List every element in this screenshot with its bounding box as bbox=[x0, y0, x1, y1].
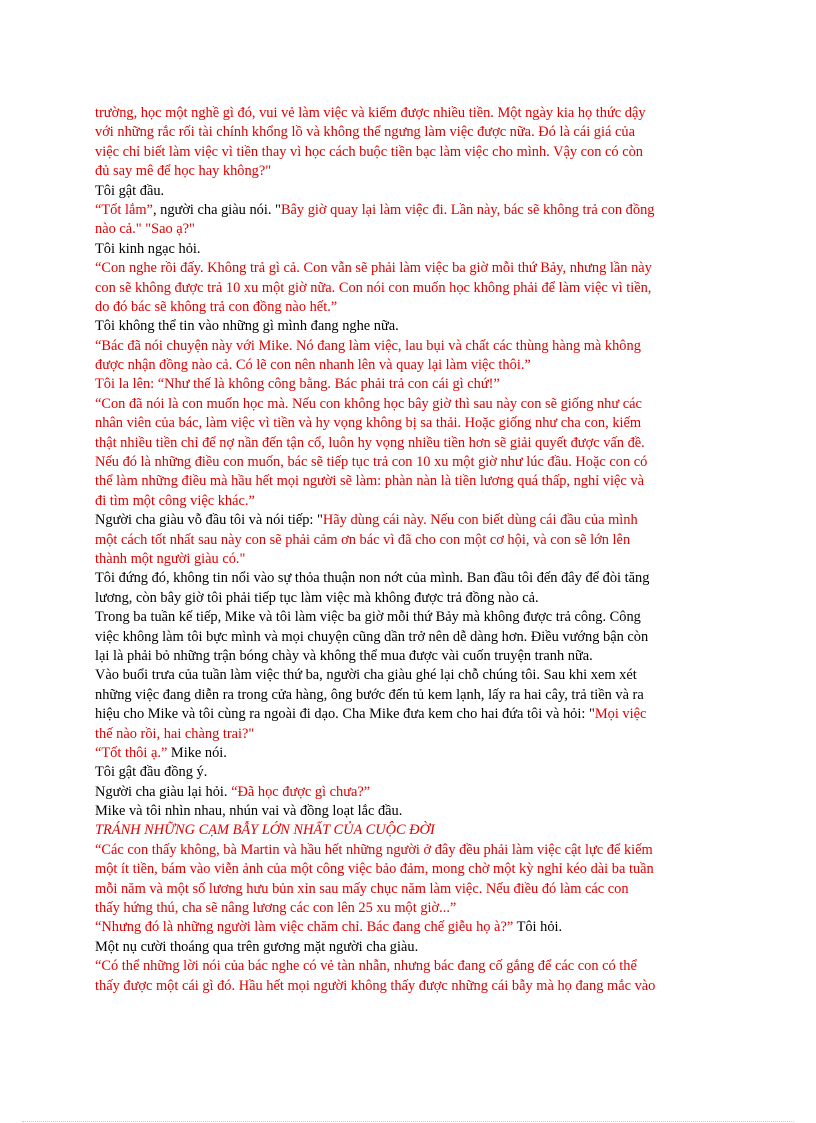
text-segment: một cách tốt nhất sau này con sẽ phải cảm ơn bác vì đã cho con một cơ hội, và con sẽ lớn lên bbox=[95, 531, 631, 548]
text-segment: một ít tiền, bám vào viễn ảnh của một công việc bảo đảm, mong chờ một kỳ nghỉ kéo dài ba tuần bbox=[95, 861, 654, 878]
text-line bbox=[95, 123, 720, 142]
text-segment: được nhận đồng nào cả. Có lẽ con nên nhanh lên và quay lại làm việc thôi.” bbox=[95, 357, 531, 374]
text-line bbox=[95, 317, 720, 336]
text-segment: , người cha giàu nói. " bbox=[152, 201, 281, 218]
text-segment: thấy được một cái gì đó. Hầu hết mọi người không thấy được những cái bẫy mà họ đang mắc vào bbox=[95, 977, 656, 994]
text-line bbox=[95, 279, 720, 298]
text-line bbox=[95, 298, 720, 317]
text-segment: “Con nghe rồi đấy. Không trả gì cả. Con vẫn sẽ phải làm việc ba giờ mỗi thứ Bảy, nhưng lần này bbox=[95, 260, 652, 277]
text-segment: Tôi la lên: “Như thế là không công bằng. Bác phải trả con cái gì chứ!” bbox=[95, 376, 500, 393]
document-body bbox=[95, 104, 720, 996]
text-segment: thấy hứng thú, cha sẽ nâng lương các con lên 25 xu một giờ...” bbox=[95, 900, 457, 917]
text-segment: nào cả." "Sao ạ?" bbox=[95, 221, 195, 238]
section-heading: TRÁNH NHỮNG CẠM BẪY LỚN NHẤT CỦA CUỘC ĐỜI bbox=[95, 822, 435, 839]
text-line bbox=[95, 414, 720, 433]
text-segment: “Bác đã nói chuyện này với Mike. Nó đang làm việc, lau bụi và chất các thùng hàng mà không bbox=[95, 337, 641, 354]
text-line bbox=[95, 201, 720, 220]
text-segment: Mọi việc bbox=[594, 706, 647, 723]
text-line bbox=[95, 705, 720, 724]
text-segment: Trong ba tuần kế tiếp, Mike và tôi làm việc ba giờ mỗi thứ Bảy mà không được trả công. Công bbox=[95, 609, 641, 626]
text-line bbox=[95, 143, 720, 162]
text-line bbox=[95, 589, 720, 608]
text-segment: “Nhưng đó là những người làm việc chăm chỉ. Bác đang chế giễu họ à?” bbox=[95, 919, 517, 936]
text-line bbox=[95, 453, 720, 472]
text-line bbox=[95, 569, 720, 588]
text-line bbox=[95, 686, 720, 705]
text-line bbox=[95, 783, 720, 802]
text-line bbox=[95, 977, 720, 996]
text-line bbox=[95, 356, 720, 375]
text-segment: việc chỉ biết làm việc vì tiền thay vì học cách buộc tiền bạc làm việc cho mình. Vậy con có còn bbox=[95, 143, 643, 160]
text-line bbox=[95, 802, 720, 821]
text-line bbox=[95, 860, 720, 879]
text-segment: “Tốt lắm” bbox=[95, 201, 153, 218]
text-line bbox=[95, 744, 720, 763]
text-line bbox=[95, 531, 720, 550]
text-segment: đủ say mê để học hay không?" bbox=[95, 163, 272, 180]
text-segment: Nếu đó là những điều con muốn, bác sẽ tiếp tục trả con 10 xu một giờ như lúc đầu. Hoặc con có bbox=[95, 454, 648, 471]
text-line bbox=[95, 725, 720, 744]
text-line bbox=[95, 666, 720, 685]
text-line bbox=[95, 472, 720, 491]
text-segment: Người cha giàu lại hỏi. bbox=[95, 783, 232, 800]
text-line bbox=[95, 104, 720, 123]
text-line bbox=[95, 434, 720, 453]
text-segment: nhân viên của bác, làm việc vì tiền và hy vọng không bị sa thải. Hoặc giống như cha con, kiếm bbox=[95, 415, 642, 432]
text-segment: thật nhiều tiền chỉ để nợ nần đến tận cổ, luôn hy vọng nhiều tiền hơn sẽ giải quyết được vấn đề. bbox=[95, 434, 645, 451]
text-segment: lương, còn bây giờ tôi phải tiếp tục làm việc mà không được trả đồng nào cả. bbox=[95, 589, 539, 606]
text-line bbox=[95, 821, 720, 840]
text-segment: “Con đã nói là con muốn học mà. Nếu con không học bây giờ thì sau này con sẽ giống như các bbox=[95, 395, 642, 412]
text-segment: Mike và tôi nhìn nhau, nhún vai và đồng loạt lắc đầu. bbox=[95, 803, 403, 820]
text-line bbox=[95, 647, 720, 666]
text-segment: mỗi năm và một số lương hưu bủn xỉn sau mấy chục năm làm việc. Nếu điều đó làm các con bbox=[95, 880, 629, 897]
text-line bbox=[95, 938, 720, 957]
text-segment: Tôi gật đầu. bbox=[95, 182, 165, 199]
text-line bbox=[95, 220, 720, 239]
text-segment: trường, học một nghề gì đó, vui vẻ làm việc và kiếm được nhiều tiền. Một ngày kia họ thức dậy bbox=[95, 105, 646, 121]
text-line bbox=[95, 918, 720, 937]
text-segment: việc không làm tôi bực mình và mọi chuyện cũng dần trở nên dễ dàng hơn. Điều vướng bận còn bbox=[95, 628, 649, 645]
text-segment: Bây giờ quay lại làm việc đi. Lần này, bác sẽ không trả con đồng bbox=[280, 201, 655, 218]
text-line bbox=[95, 608, 720, 627]
text-segment: Tôi kinh ngạc hỏi. bbox=[95, 240, 201, 257]
text-segment: Tôi không thể tin vào những gì mình đang nghe nữa. bbox=[95, 318, 399, 335]
text-segment: “Các con thấy không, bà Martin và hầu hết những người ở đây đều phải làm việc cật lực để kiếm bbox=[95, 841, 653, 858]
text-line bbox=[95, 957, 720, 976]
text-line bbox=[95, 182, 720, 201]
text-segment: Tôi đứng đó, không tin nổi vào sự thỏa thuận non nớt của mình. Ban đầu tôi đến đây để đòi tăng bbox=[95, 570, 650, 587]
text-segment: “Tốt thôi ạ.” bbox=[95, 744, 168, 761]
text-line bbox=[95, 880, 720, 899]
text-line bbox=[95, 375, 720, 394]
text-segment: Tôi gật đầu đồng ý. bbox=[95, 764, 208, 781]
text-line bbox=[95, 899, 720, 918]
text-segment: Hãy dùng cái này. Nếu con biết dùng cái đầu của mình bbox=[322, 512, 638, 529]
text-segment: Một nụ cười thoáng qua trên gương mặt người cha giàu. bbox=[95, 938, 419, 955]
text-line bbox=[95, 240, 720, 259]
text-segment: do đó bác sẽ không trả con đồng nào hết.” bbox=[95, 298, 338, 315]
text-segment: Người cha giàu vỗ đầu tôi và nói tiếp: " bbox=[95, 512, 323, 529]
text-segment: những việc đang diễn ra trong cửa hàng, ông bước đến tủ kem lạnh, lấy ra hai cây, trả tiền và ra bbox=[95, 686, 644, 703]
page-bottom-border bbox=[22, 1121, 794, 1122]
text-line bbox=[95, 763, 720, 782]
text-segment: đi tìm một công việc khác.” bbox=[95, 492, 255, 509]
text-line bbox=[95, 628, 720, 647]
text-line bbox=[95, 492, 720, 511]
text-line bbox=[95, 337, 720, 356]
text-line bbox=[95, 511, 720, 530]
text-line bbox=[95, 259, 720, 278]
text-segment: lại là phải bỏ những trận bóng chày và không thể mua được vài cuốn truyện tranh nữa. bbox=[95, 647, 593, 664]
text-segment: “Có thể những lời nói của bác nghe có vẻ tàn nhẫn, nhưng bác đang cố gắng để các con có thể bbox=[95, 958, 637, 975]
text-line bbox=[95, 550, 720, 569]
text-segment: Tôi hỏi. bbox=[516, 919, 563, 936]
text-segment: con sẽ không được trả 10 xu một giờ nữa. Con nói con muốn học không phải để làm việc vì tiền, bbox=[95, 279, 652, 296]
text-segment: Vào buổi trưa của tuần làm việc thứ ba, người cha giàu ghé lại chỗ chúng tôi. Sau khi xem xét bbox=[95, 667, 637, 684]
text-segment: thành một người giàu có." bbox=[95, 550, 246, 567]
text-segment: thế nào rồi, hai chàng trai?" bbox=[95, 725, 255, 742]
text-line bbox=[95, 841, 720, 860]
text-line bbox=[95, 395, 720, 414]
text-segment: với những rắc rối tài chính khổng lồ và không thể ngưng làm việc được nữa. Đó là cái giá của bbox=[95, 124, 635, 141]
text-segment: thể làm những điều mà hầu hết mọi người sẽ làm: phàn nàn là tiền lương quá thấp, nghỉ việc và bbox=[95, 473, 644, 490]
text-line bbox=[95, 162, 720, 181]
text-segment: hiệu cho Mike và tôi cùng ra ngoài đi dạo. Cha Mike đưa kem cho hai đứa tôi và hỏi: " bbox=[95, 706, 595, 723]
text-segment: “Đã học được gì chưa?” bbox=[231, 783, 371, 800]
text-segment: Mike nói. bbox=[167, 744, 227, 761]
